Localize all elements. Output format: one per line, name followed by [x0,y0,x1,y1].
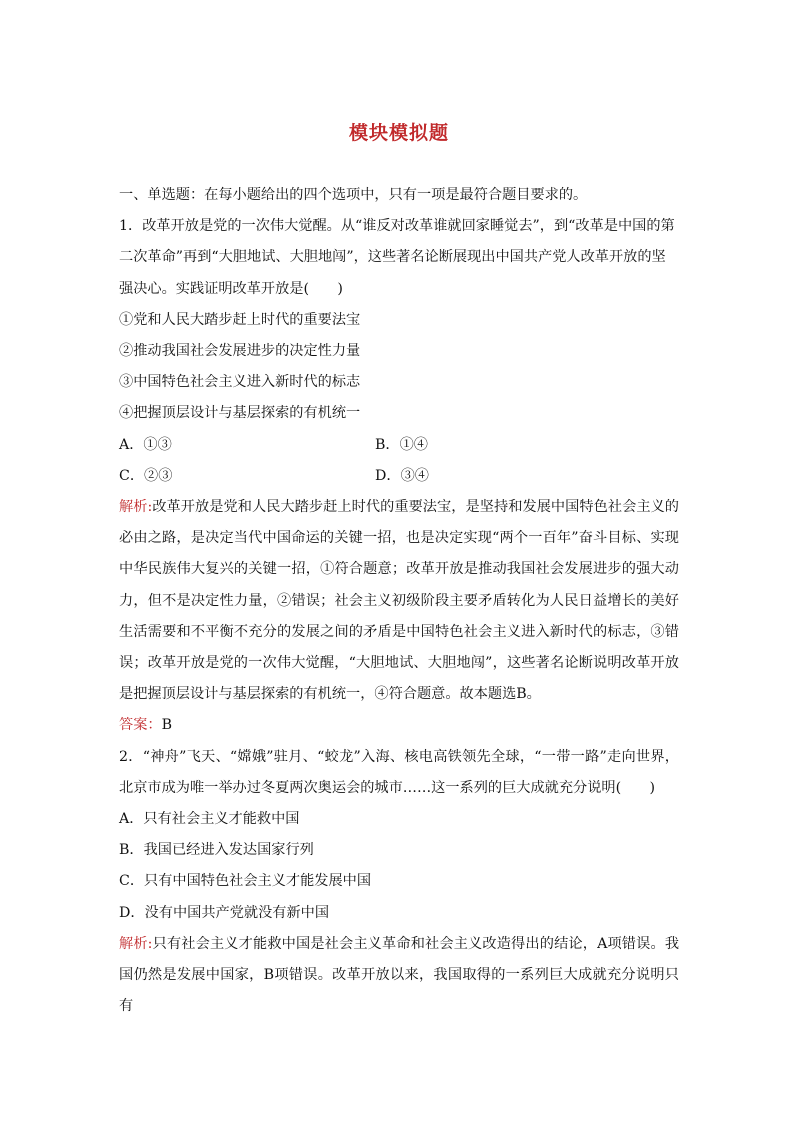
answer-value: B [161,717,173,734]
section-header: 一、单选题：在每小题给出的四个选项中，只有一项是最符合题目要求的。 [119,187,588,203]
analysis-paragraph [119,492,679,710]
option-d: D．没有中国共产党就没有新中国 [119,904,330,921]
option-b: B．①④ [375,436,428,453]
statement-1: ①党和人民大踏步赶上时代的重要法宝 [119,311,361,328]
question-1 [119,211,679,741]
analysis-text: 只有社会主义才能救中国是社会主义革命和社会主义改造得出的结论，A项错误。我国仍然是发展中国家，B项错误。改革开放以来，我国取得的一系列巨大成就充分说明只有 [119,935,680,1015]
question-1-stem-line: 强决心。实践证明改革开放是( ) [119,280,343,297]
statement-4: ④把握顶层设计与基层探索的有机统一 [119,405,361,422]
option-a: A．只有社会主义才能救中国 [119,811,300,828]
page-title: 模块模拟题 [348,122,449,144]
answer-label: 答案： [119,717,162,734]
option-c: C．只有中国特色社会主义才能发展中国 [119,873,372,890]
analysis-paragraph [119,929,679,1023]
analysis-label: 解析: [119,499,153,516]
analysis-text: 改革开放是党和人民大踏步赶上时代的重要法宝，是坚持和发展中国特色社会主义的必由之路，是决定当代中国命运的关键一招，也是决定实现“两个一百年”奋斗目标、实现中华民族伟大复兴的关键一招，①符合题意；改革开放是推动我国社会发展进步的强大动力，但不是决定性力量，②错误；社会主义初级阶段主要矛盾转化为人民日益增长的美好生活需要和不平衡不充分的发展之间的矛盾是中国特色社会主义进入新时代的标志，③错误；改革开放是党的一次伟大觉醒，“大胆地试、大胆地闯”，这些著名论断说明改革开放是把握顶层设计与基层探索的有机统一，④符合题意。故本题选B。 [119,499,679,703]
options-row [119,430,679,461]
document-page [119,118,679,1022]
question-1-stem-line: 1．改革开放是党的一次伟大觉醒。从“谁反对改革谁就回家睡觉去”，到“改革是中国的第 [119,218,675,235]
answer-line [119,710,679,741]
statement-3: ③中国特色社会主义进入新时代的标志 [119,374,361,391]
option-c: C．②③ [119,467,173,484]
options-row [119,461,679,492]
question-1-stem-line: 二次革命”再到“大胆地试、大胆地闯”，这些著名论断展现出中国共产党人改革开放的坚 [119,249,666,266]
statement-2: ②推动我国社会发展进步的决定性力量 [119,343,361,360]
question-2 [119,742,679,1023]
analysis-label: 解析: [119,935,153,952]
option-a: A．①③ [119,436,172,453]
option-d: D．③④ [375,467,429,484]
option-b: B．我国已经进入发达国家行列 [119,842,314,859]
question-2-stem: 2．“神舟”飞天、“嫦娥”驻月、“蛟龙”入海、核电高铁领先全球，“一带一路”走向世界，北京市成为唯一举办过冬夏两次奥运会的城市……这一系列的巨大成就充分说明( ) [119,748,679,796]
